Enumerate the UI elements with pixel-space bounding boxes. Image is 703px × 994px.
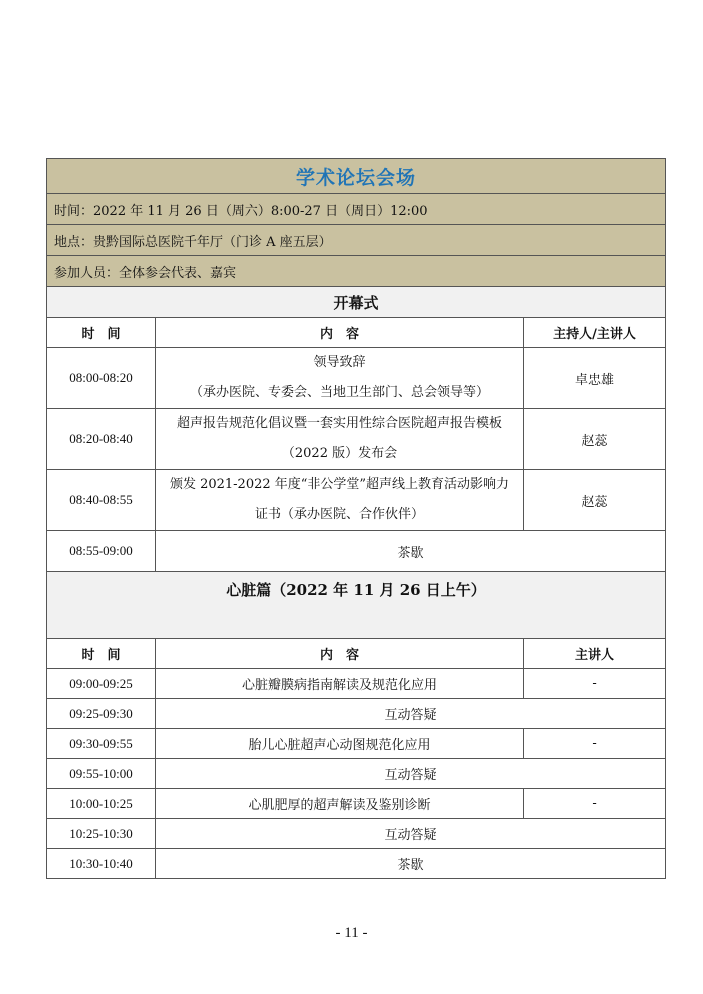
time-line: 时间：2022 年 11 月 26 日（周六）8:00-27 日（周日）12:00 [47,194,666,225]
table-row [47,819,666,849]
content-cell: 茶歇 [156,531,666,572]
column-header-time: 时 间 [47,318,156,348]
column-header-content: 内 容 [156,318,524,348]
column-header-speaker: 主持人/主讲人 [524,318,666,348]
column-header-time: 时 间 [47,639,156,669]
content-cell: 心脏瓣膜病指南解读及规范化应用 [156,669,524,699]
table-row [47,409,666,470]
content-cell [156,348,524,409]
table-row [47,759,666,789]
content-line: 颁发 2021-2022 年度“非公学堂”超声线上教育活动影响力 [169,477,510,492]
table-row [47,789,666,819]
table-row [47,348,666,409]
time-cell: 09:55-10:00 [47,759,156,789]
content-cell [156,470,524,531]
time-cell: 09:30-09:55 [47,729,156,759]
table-row [47,729,666,759]
speaker-cell: 卓忠雄 [524,348,666,409]
column-header-row [47,639,666,669]
table-row [47,470,666,531]
content-cell: 互动答疑 [156,819,666,849]
content-cell: 互动答疑 [156,759,666,789]
content-line: （承办医院、专委会、当地卫生部门、总会领导等） [189,385,489,400]
time-cell: 10:00-10:25 [47,789,156,819]
content-line: （2022 版）发布会 [281,446,398,461]
attendees-line: 参加人员：全体参会代表、嘉宾 [47,256,666,287]
forum-title: 学术论坛会场 [47,159,666,194]
table-row [47,699,666,729]
time-cell: 10:25-10:30 [47,819,156,849]
section-title-opening: 开幕式 [47,287,666,318]
column-header-content: 内 容 [156,639,524,669]
schedule-table [46,158,666,879]
content-line: 超声报告规范化倡议暨一套实用性综合医院超声报告模板 [176,416,502,431]
table-row [47,531,666,572]
table-row [47,849,666,879]
speaker-cell: - [524,729,666,759]
time-cell: 08:20-08:40 [47,409,156,470]
time-cell: 10:30-10:40 [47,849,156,879]
content-line: 领导致辞 [313,355,366,370]
content-cell: 胎儿心脏超声心动图规范化应用 [156,729,524,759]
speaker-cell: 赵蕊 [524,409,666,470]
time-cell: 09:00-09:25 [47,669,156,699]
time-cell: 08:40-08:55 [47,470,156,531]
content-cell: 茶歇 [156,849,666,879]
speaker-cell: - [524,669,666,699]
speaker-cell: - [524,789,666,819]
section-title-heart: 心脏篇（2022 年 11 月 26 日上午） [47,572,666,639]
location-line: 地点：贵黔国际总医院千年厅（门诊 A 座五层） [47,225,666,256]
content-line: 证书（承办医院、合作伙伴） [254,507,424,522]
column-header-row [47,318,666,348]
content-cell: 心肌肥厚的超声解读及鉴别诊断 [156,789,524,819]
page-number: - 11 - [335,925,368,941]
speaker-cell: 赵蕊 [524,470,666,531]
content-cell [156,409,524,470]
time-cell: 09:25-09:30 [47,699,156,729]
column-header-speaker: 主讲人 [524,639,666,669]
time-cell: 08:00-08:20 [47,348,156,409]
time-cell: 08:55-09:00 [47,531,156,572]
table-row [47,669,666,699]
content-cell: 互动答疑 [156,699,666,729]
